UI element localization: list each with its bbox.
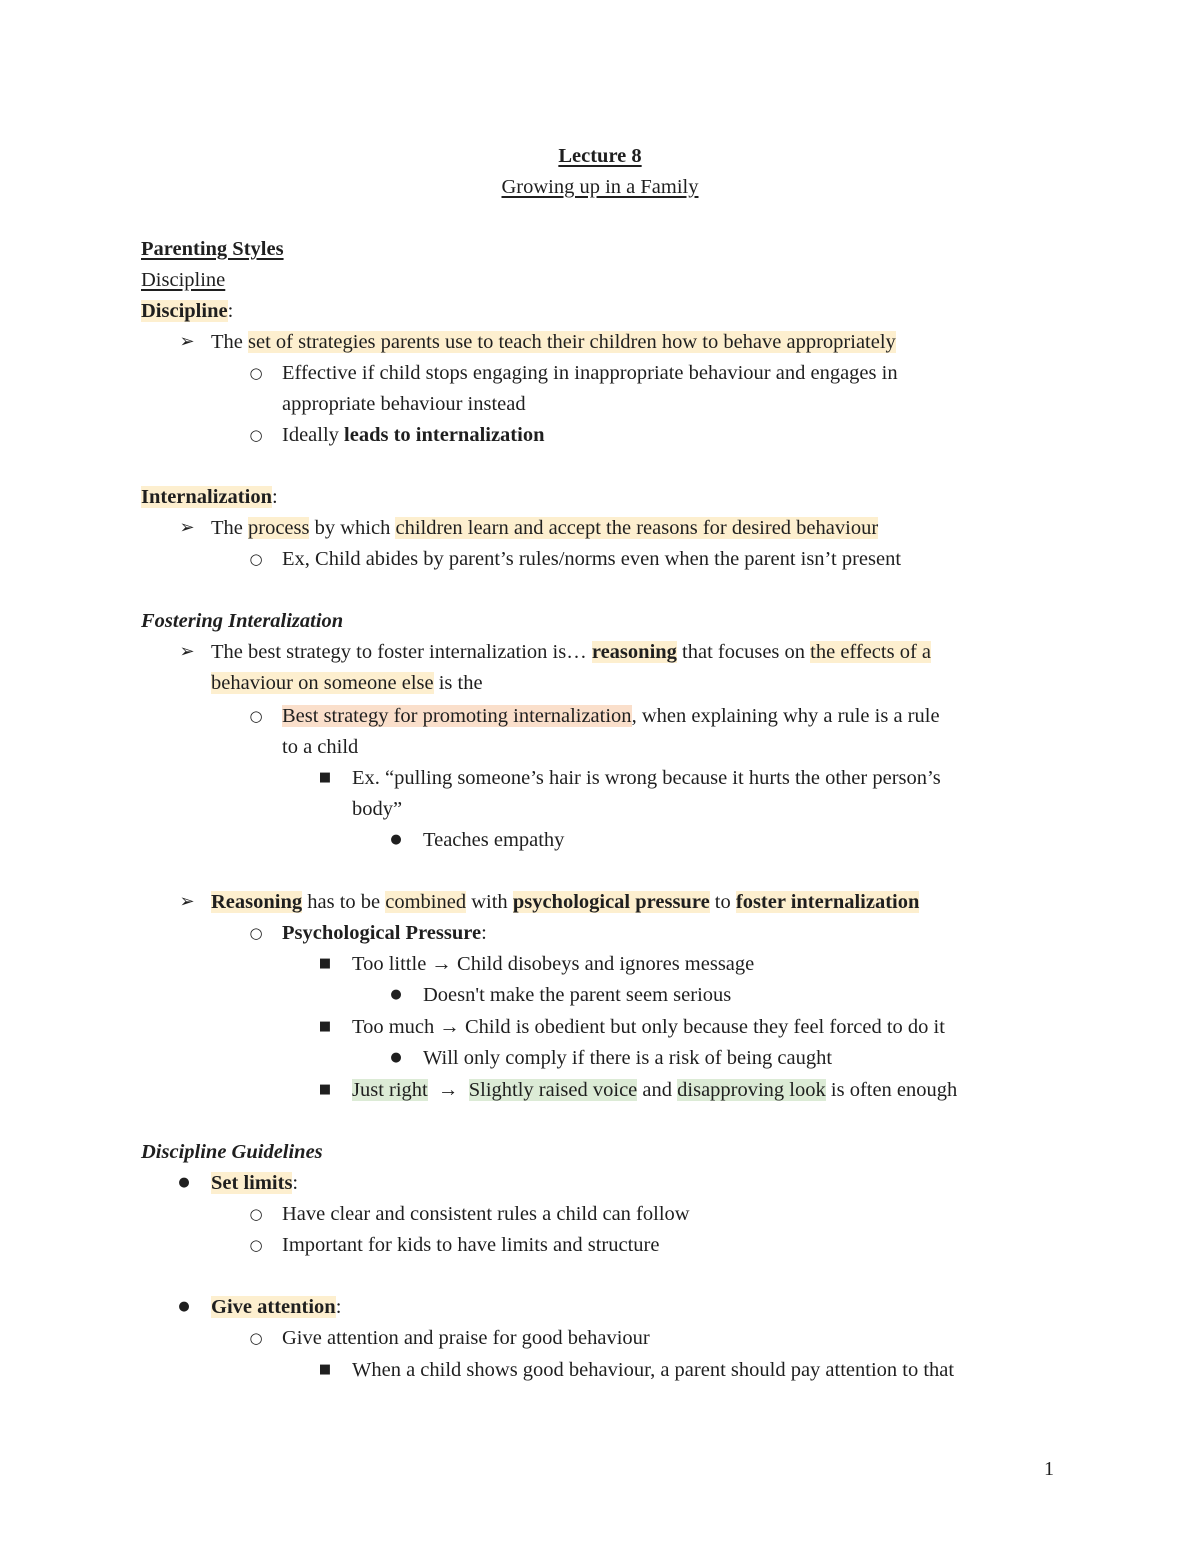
promote-line-1: Best strategy for promoting internalization, when explaining why a rule is a rule — [282, 705, 940, 727]
arrow-bullet-icon: ➢ — [179, 331, 195, 352]
section-heading-guidelines: Discipline Guidelines — [141, 1141, 323, 1163]
square-bullet-icon: ■ — [318, 1019, 332, 1034]
attention-item-2: When a child shows good behaviour, a parent should pay attention to that — [352, 1359, 955, 1381]
page-number: 1 — [1044, 1458, 1054, 1480]
dot-bullet-icon: ● — [390, 1050, 402, 1065]
hair-example-line-1: Ex. “pulling someone’s hair is wrong because it hurts the other person’s — [352, 767, 941, 789]
limits-item-2: Important for kids to have limits and structure — [282, 1234, 660, 1256]
arrow-bullet-icon: ➢ — [179, 517, 195, 538]
circle-bullet-icon: ○ — [249, 924, 263, 942]
circle-bullet-icon: ○ — [249, 364, 263, 382]
circle-bullet-icon: ○ — [249, 707, 263, 725]
best-strategy-line-2: behaviour on someone else is the — [211, 672, 483, 694]
internalization-definition: The process by which children learn and accept the reasons for desired behaviour — [211, 517, 879, 539]
arrow-bullet-icon: ➢ — [179, 891, 195, 912]
internalization-term-line: Internalization: — [141, 486, 278, 508]
internalization-example: Ex, Child abides by parent’s rules/norms even when the parent isn’t present — [282, 548, 902, 570]
just-right: Just right → Slightly raised voice and disapproving look is often enough — [352, 1079, 958, 1101]
arrow-bullet-icon: ➢ — [179, 641, 195, 662]
dot-bullet-icon: ● — [178, 1299, 190, 1314]
circle-bullet-icon: ○ — [249, 1205, 263, 1223]
square-bullet-icon: ■ — [318, 1362, 332, 1377]
discipline-term-line: Discipline: — [141, 300, 234, 322]
square-bullet-icon: ■ — [318, 1082, 332, 1097]
subheading-discipline: Discipline — [141, 269, 226, 291]
best-strategy-line-1: The best strategy to foster internalization is… reasoning that focuses on the effects of a — [211, 641, 932, 663]
dot-bullet-icon: ● — [178, 1175, 190, 1190]
circle-bullet-icon: ○ — [249, 1329, 263, 1347]
lecture-subtitle: Growing up in a Family — [501, 176, 699, 198]
discipline-definition-highlight: set of strategies parents use to teach their children how to behave appropriately — [248, 331, 896, 353]
set-limits-line: Set limits: — [211, 1172, 299, 1194]
teaches-empathy: Teaches empathy — [423, 829, 565, 851]
discipline-definition: The set of strategies parents use to teach their children how to behave appropriately — [211, 331, 896, 353]
dot-bullet-icon: ● — [390, 832, 402, 847]
ideally-line: Ideally leads to internalization — [282, 424, 545, 446]
circle-bullet-icon: ○ — [249, 426, 263, 444]
section-heading-fostering: Fostering Interalization — [141, 610, 344, 632]
too-much-sub: Will only comply if there is a risk of being caught — [423, 1047, 833, 1069]
circle-bullet-icon: ○ — [249, 550, 263, 568]
section-heading-parenting-styles: Parenting Styles — [141, 238, 284, 260]
dot-bullet-icon: ● — [390, 987, 402, 1002]
lecture-title: Lecture 8 — [558, 145, 642, 167]
promote-line-2: to a child — [282, 736, 359, 758]
too-much: Too much → Child is obedient but only because they feel forced to do it — [352, 1016, 945, 1038]
circle-bullet-icon: ○ — [249, 1236, 263, 1254]
square-bullet-icon: ■ — [318, 770, 332, 785]
give-attention-line: Give attention: — [211, 1296, 342, 1318]
effective-line-1: Effective if child stops engaging in inappropriate behaviour and engages in — [282, 362, 898, 384]
reasoning-line: Reasoning has to be combined with psychological pressure to foster internalization — [211, 891, 920, 913]
discipline-term: Discipline — [141, 300, 228, 322]
too-little: Too little → Child disobeys and ignores message — [352, 953, 755, 975]
internalization-term: Internalization — [141, 486, 272, 508]
attention-item-1: Give attention and praise for good behaviour — [282, 1327, 650, 1349]
square-bullet-icon: ■ — [318, 956, 332, 971]
too-little-sub: Doesn't make the parent seem serious — [423, 984, 732, 1006]
psych-pressure-line: Psychological Pressure: — [282, 922, 487, 944]
hair-example-line-2: body” — [352, 798, 403, 820]
limits-item-1: Have clear and consistent rules a child can follow — [282, 1203, 690, 1225]
effective-line-2: appropriate behaviour instead — [282, 393, 526, 415]
